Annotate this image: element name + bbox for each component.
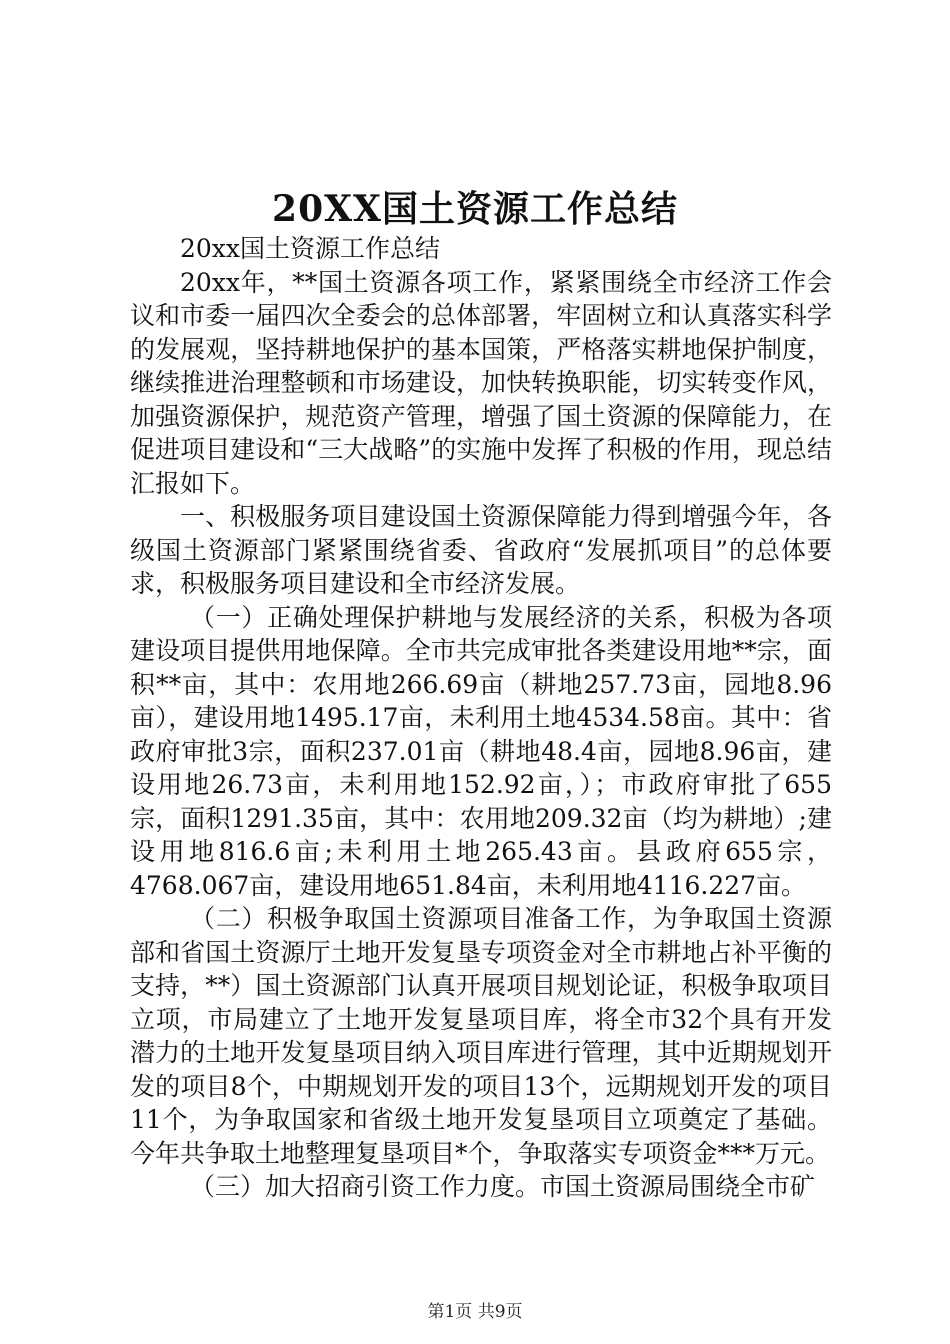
section-one-paragraph: 一、积极服务项目建设国土资源保障能力得到增强今年，各级国土资源部门紧紧围绕省委、省政府“发展抓项目”的总体要求，积极服务项目建设和全市经济发展。 xyxy=(130,502,832,598)
subsection-two-paragraph: （二）积极争取国土资源项目准备工作，为争取国土资源部和省国土资源厅土地开发复垦专项资金对全市耕地占补平衡的支持，**）国土资源部门认真开展项目规划论证，积极争取项目立项，市局建立了土地开发复垦项目库，将全市32个具有开发潜力的土地开发复垦项目纳入项目库进行管理，其中近期规划开发的项目8个，中期规划开发的项目13个，远期规划开发的项目11个，为争取国家和省级土地开发复垦项目立项奠定了基础。今年共争取土地整理复垦项目*个，争取落实专项资金***万元。 xyxy=(130,904,832,1168)
subtitle-paragraph: 20xx国土资源工作总结 xyxy=(180,234,441,263)
intro-paragraph: 20xx年，**国土资源各项工作，紧紧围绕全市经济工作会议和市委一届四次全委会的总体部署，牢固树立和认真落实科学的发展观，坚持耕地保护的基本国策，严格落实耕地保护制度，继续推进治理整顿和市场建设，加快转换职能，切实转变作风，加强资源保护，规范资产管理，增强了国土资源的保障能力，在促进项目建设和“三大战略”的实施中发挥了积极的作用，现总结汇报如下。 xyxy=(130,267,832,498)
page-number-footer: 第1页 共9页 xyxy=(427,1302,523,1322)
subsection-three-paragraph: （三）加大招商引资工作力度。市国土资源局围绕全市矿 xyxy=(190,1172,816,1201)
document-title: 20XX国土资源工作总结 xyxy=(272,188,678,230)
subsection-one-paragraph: （一）正确处理保护耕地与发展经济的关系，积极为各项建设项目提供用地保障。全市共完成审批各类建设用地**宗，面积**亩，其中：农用地266.69亩（耕地257.73亩，园地8.96亩），建设用地1495.17亩，未利用土地4534.58亩。其中：省政府审批3宗，面积237.01亩（耕地48.4亩，园地8.96亩，建设用地26.73亩，未利用地152.92亩，）；市政府审批了655宗，面积1291.35亩，其中：农用地209.32亩（均为耕地）;建设用地816.6亩;未利用土地265.43亩。县政府655宗，4768.067亩，建设用地651.84亩，未利用地4116.227亩。 xyxy=(130,602,832,900)
document-body xyxy=(130,232,832,1204)
